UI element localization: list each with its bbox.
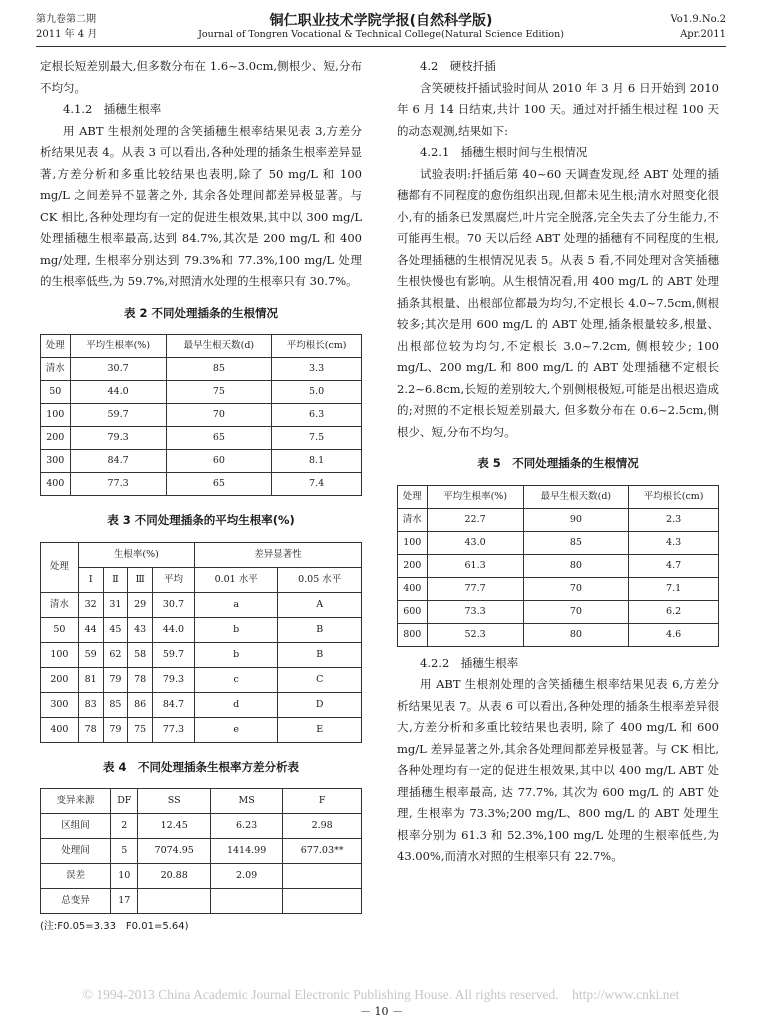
table-cell: 4.3 [629, 531, 719, 554]
table-cell: 75 [166, 381, 272, 404]
paragraph: 定根长短差别最大,但多数分布在 1.6~3.0cm,侧根少、短,分布不均匀。 [40, 59, 362, 95]
table-cell: 29 [128, 592, 153, 617]
table-cell: 44.0 [153, 617, 195, 642]
table-cell: C [278, 667, 362, 692]
paragraph: 用 ABT 生根剂处理的含笑插穗生根率结果见表 6,方差分析结果见表 7。从表 6 可以看出,各种处理的插条生根率差异很大,方差分析和多重比较结果也表明, 除了 400 mg/L 和 600 mg/L 差异显著之外,其余各处理间都差异极显著。与 CK 相比,各种处理均有一定的促进生根效果,其中以 400 mg/L ABT 处理插穗生根率最高, 达 77.7%, 其次为 600 mg/L 的 ABT 处理, 生根率为 73.3%;200 mg/L、800 mg/L 的 ABT 处理生根率分别为 61.3 和 52.3%,100 mg/L 处理的生根率低些,为 43.00%,而清水对照的生根率只有 22.7%。 [397, 677, 719, 863]
table-cell: 100 [398, 531, 428, 554]
table-header-cell: 平均根长(cm) [629, 485, 719, 508]
table-cell: 31 [103, 592, 128, 617]
table-cell: a [194, 592, 278, 617]
table-header-cell: 0.01 水平 [194, 567, 278, 592]
table-header-row [41, 335, 362, 358]
table-row [41, 717, 362, 742]
table-cell: 77.3 [70, 473, 166, 496]
table-cell: 3.3 [272, 358, 362, 381]
table-cell: 61.3 [427, 554, 523, 577]
table-cell: 79.3 [153, 667, 195, 692]
table-cell: 总变异 [41, 889, 111, 914]
table-header-row [398, 485, 719, 508]
table-cell: d [194, 692, 278, 717]
table-cell: 85 [103, 692, 128, 717]
section-heading-4-2: 4.2 硬枝扦插 [420, 59, 496, 73]
table-cell: 79 [103, 717, 128, 742]
table-cell: c [194, 667, 278, 692]
table-cell: 6.23 [210, 814, 282, 839]
table-cell [283, 889, 362, 914]
table-header-cell: 变异来源 [41, 789, 111, 814]
table-row [398, 600, 719, 623]
table-cell: 75 [128, 717, 153, 742]
page-header [36, 10, 726, 47]
table-2-caption: 表 2 不同处理插条的生根情况 [123, 305, 278, 320]
table-header-cell: 处理 [41, 335, 71, 358]
table-cell: 79.3 [70, 427, 166, 450]
table-cell: 300 [41, 450, 71, 473]
table-cell: 70 [523, 600, 629, 623]
table-cell: 77.7 [427, 577, 523, 600]
table-4-note: (注:F0.05=3.33 F0.01=5.64) [40, 921, 189, 932]
table-header-cell: 平均根长(cm) [272, 335, 362, 358]
table-cell: D [278, 692, 362, 717]
table-row [41, 358, 362, 381]
table-row [41, 404, 362, 427]
table-row [41, 450, 362, 473]
table-cell: 59 [78, 642, 103, 667]
table-cell: 400 [41, 473, 71, 496]
table-header-row [41, 567, 362, 592]
table-row [41, 592, 362, 617]
table-cell: 200 [398, 554, 428, 577]
table-cell: 清水 [398, 508, 428, 531]
table-cell [138, 889, 210, 914]
table-cell: 误差 [41, 864, 111, 889]
table-header-cell: 最早生根天数(d) [523, 485, 629, 508]
header-volume: 第九卷第二期 [36, 14, 96, 25]
table-row [398, 531, 719, 554]
table-cell: 7074.95 [138, 839, 210, 864]
table-cell: 73.3 [427, 600, 523, 623]
table-header-cell: 生根率(%) [78, 542, 194, 567]
table-4 [40, 788, 362, 914]
table-header-cell: SS [138, 789, 210, 814]
table-cell: 59.7 [153, 642, 195, 667]
table-cell: 70 [523, 577, 629, 600]
table-cell: 30.7 [153, 592, 195, 617]
table-cell: b [194, 642, 278, 667]
table-cell: 45 [103, 617, 128, 642]
table-header-cell: 平均生根率(%) [70, 335, 166, 358]
table-header-cell: Ⅱ [103, 567, 128, 592]
table-cell: 84.7 [153, 692, 195, 717]
table-cell: 90 [523, 508, 629, 531]
table-header-cell: 差异显著性 [194, 542, 361, 567]
table-cell: 80 [523, 554, 629, 577]
table-cell: 处理间 [41, 839, 111, 864]
right-column [397, 56, 719, 868]
table-header-row [41, 789, 362, 814]
table-cell: 4.7 [629, 554, 719, 577]
table-cell: 600 [398, 600, 428, 623]
table-cell: 清水 [41, 358, 71, 381]
table-cell [283, 864, 362, 889]
journal-title-cn: 铜仁职业技术学院学报(自然科学版) [269, 13, 493, 29]
table-cell: 78 [128, 667, 153, 692]
table-cell: 6.2 [629, 600, 719, 623]
table-cell: 12.45 [138, 814, 210, 839]
section-heading-4-2-1: 4.2.1 插穗生根时间与生根情况 [420, 145, 588, 159]
header-date-en: Apr.2011 [680, 29, 726, 40]
table-row [41, 864, 362, 889]
table-header-row [41, 542, 362, 567]
paragraph: 试验表明:扦插后第 40~60 天调查发现,经 ABT 处理的插穗都有不同程度的愈伤组织出现,但都未见生根;清水对照变化很小,有的插条已发黑腐烂,叶片完全脱落,完全失去了分生能力,不可能再生根。70 天以后经 ABT 处理的插穗有不同程度的生根, 各处理插穗的生根情况见表 5。从表 5 看,不同处理对含笑插穗生根快慢也有影响。从生根情况看,用 400 mg/L 的 ABT 处理插条其根量、出根部位都最为均匀,不定根长 4.0~7.5cm,侧根较多;其次是用 600 mg/L 的 ABT 处理,插条根量较多,根量、出根部位较为均匀,不定根长 3.0~7.2cm, 侧根较少; 100 mg/L、200 mg/L 和 800 mg/L 的 ABT 处理插穗不定根长 2.2~6.8cm,长短的差别较大,个别侧根极短,可能是出根迟造成的;对照的不定根长短差别最大, 但多数分布在 0.6~2.5cm,侧根少、短,分布不均匀。 [397, 166, 719, 439]
paragraph: 含笑硬枝扦插试验时间从 2010 年 3 月 6 日开始到 2010 年 6 月 14 日结束,共计 100 天。通过对扦插生根过程 100 天的动态观测,结果如下: [397, 80, 719, 138]
table-cell: 43.0 [427, 531, 523, 554]
table-cell: 2 [111, 814, 138, 839]
table-cell: 62 [103, 642, 128, 667]
table-cell: 400 [41, 717, 79, 742]
table-cell: 84.7 [70, 450, 166, 473]
journal-title-en: Journal of Tongren Vocational & Technical College(Natural Science Edition) [198, 29, 564, 40]
table-row [41, 839, 362, 864]
table-cell: 677.03** [283, 839, 362, 864]
table-cell: 7.4 [272, 473, 362, 496]
table-cell: 1414.99 [210, 839, 282, 864]
table-row [41, 814, 362, 839]
table-cell: 800 [398, 623, 428, 646]
table-cell: 86 [128, 692, 153, 717]
table-cell: 79 [103, 667, 128, 692]
table-cell: A [278, 592, 362, 617]
table-cell: 区组间 [41, 814, 111, 839]
page-number: － 10 － [360, 1005, 403, 1018]
table-cell: 58 [128, 642, 153, 667]
table-header-cell: Ⅰ [78, 567, 103, 592]
table-row [41, 692, 362, 717]
table-row [41, 642, 362, 667]
table-header-cell: DF [111, 789, 138, 814]
table-cell: 100 [41, 642, 79, 667]
left-column [40, 56, 362, 934]
table-header-cell: 最早生根天数(d) [166, 335, 272, 358]
table-cell: 2.98 [283, 814, 362, 839]
table-cell: 5.0 [272, 381, 362, 404]
table-cell: 7.5 [272, 427, 362, 450]
table-cell: 20.88 [138, 864, 210, 889]
table-header-cell: 处理 [41, 542, 79, 592]
table-header-cell: 平均生根率(%) [427, 485, 523, 508]
section-heading-4-1-2: 4.1.2 插穗生根率 [63, 102, 162, 116]
table-header-cell: MS [210, 789, 282, 814]
table-5 [397, 485, 719, 647]
table-cell: 81 [78, 667, 103, 692]
table-cell [210, 889, 282, 914]
table-header-cell: 平均 [153, 567, 195, 592]
table-cell: 2.09 [210, 864, 282, 889]
table-cell: 65 [166, 473, 272, 496]
table-row [41, 427, 362, 450]
table-cell: 78 [78, 717, 103, 742]
table-header-cell: F [283, 789, 362, 814]
paragraph: 用 ABT 生根剂处理的含笑插穗生根率结果见表 3,方差分析结果见表 4。从表 3 可以看出,各种处理的插条生根率差异显著,方差分析和多重比较结果也表明,除了 50 mg/L 和 100 mg/L 之间差异不显著之外, 其余各处理间都差异极显著。与 CK 相比,各种处理均有一定的促进生根效果,其中以 300 mg/L 处理插穗生根率最高,达到 84.7%,其次是 200 mg/L 和 400 mg/处理, 生根率分别达到 79.3%和 77.3%,100 mg/L 处理的生根率低些,为 59.7%,对照清水处理的生根率只有 30.7%。 [40, 123, 362, 288]
table-cell: E [278, 717, 362, 742]
table-cell: 50 [41, 617, 79, 642]
table-row [41, 667, 362, 692]
table-row [398, 623, 719, 646]
table-cell: 清水 [41, 592, 79, 617]
table-cell: 83 [78, 692, 103, 717]
table-cell: 30.7 [70, 358, 166, 381]
table-cell: 43 [128, 617, 153, 642]
table-cell: 8.1 [272, 450, 362, 473]
table-cell: 100 [41, 404, 71, 427]
table-cell: 22.7 [427, 508, 523, 531]
table-header-cell: Ⅲ [128, 567, 153, 592]
table-cell: 85 [166, 358, 272, 381]
table-cell: 65 [166, 427, 272, 450]
table-cell: 4.6 [629, 623, 719, 646]
table-cell: b [194, 617, 278, 642]
table-cell: 7.1 [629, 577, 719, 600]
table-cell: B [278, 642, 362, 667]
table-cell: 300 [41, 692, 79, 717]
header-volume-en: Vo1.9.No.2 [670, 14, 726, 25]
table-cell: 85 [523, 531, 629, 554]
header-date: 2011 年 4 月 [36, 29, 98, 40]
table-cell: 52.3 [427, 623, 523, 646]
table-cell: 50 [41, 381, 71, 404]
table-cell: 200 [41, 667, 79, 692]
table-cell: 59.7 [70, 404, 166, 427]
table-3-caption: 表 3 不同处理插条的平均生根率(%) [107, 513, 295, 527]
table-row [41, 617, 362, 642]
table-cell: 44.0 [70, 381, 166, 404]
table-header-cell: 0.05 水平 [278, 567, 362, 592]
table-cell: 32 [78, 592, 103, 617]
table-cell: 2.3 [629, 508, 719, 531]
table-row [41, 381, 362, 404]
table-row [398, 508, 719, 531]
table-cell: 6.3 [272, 404, 362, 427]
table-3 [40, 542, 362, 743]
table-cell: 80 [523, 623, 629, 646]
table-cell: 17 [111, 889, 138, 914]
table-cell: 400 [398, 577, 428, 600]
table-cell: 70 [166, 404, 272, 427]
table-cell: 10 [111, 864, 138, 889]
table-header-cell: 处理 [398, 485, 428, 508]
table-row [398, 554, 719, 577]
header-right [670, 12, 726, 42]
table-cell: 60 [166, 450, 272, 473]
table-row [398, 577, 719, 600]
table-row [41, 473, 362, 496]
table-cell: 5 [111, 839, 138, 864]
table-cell: e [194, 717, 278, 742]
table-2 [40, 334, 362, 496]
table-4-caption: 表 4 不同处理插条生根率方差分析表 [102, 759, 299, 774]
copyright-watermark: © 1994-2013 China Academic Journal Electronic Publishing House. All rights reserved. http://www.cnki.net [82, 987, 680, 1002]
table-cell: B [278, 617, 362, 642]
section-heading-4-2-2: 4.2.2 插穗生根率 [420, 655, 519, 670]
table-row [41, 889, 362, 914]
table-cell: 77.3 [153, 717, 195, 742]
table-cell: 44 [78, 617, 103, 642]
table-5-caption: 表 5 不同处理插条的生根情况 [477, 456, 639, 470]
table-cell: 200 [41, 427, 71, 450]
